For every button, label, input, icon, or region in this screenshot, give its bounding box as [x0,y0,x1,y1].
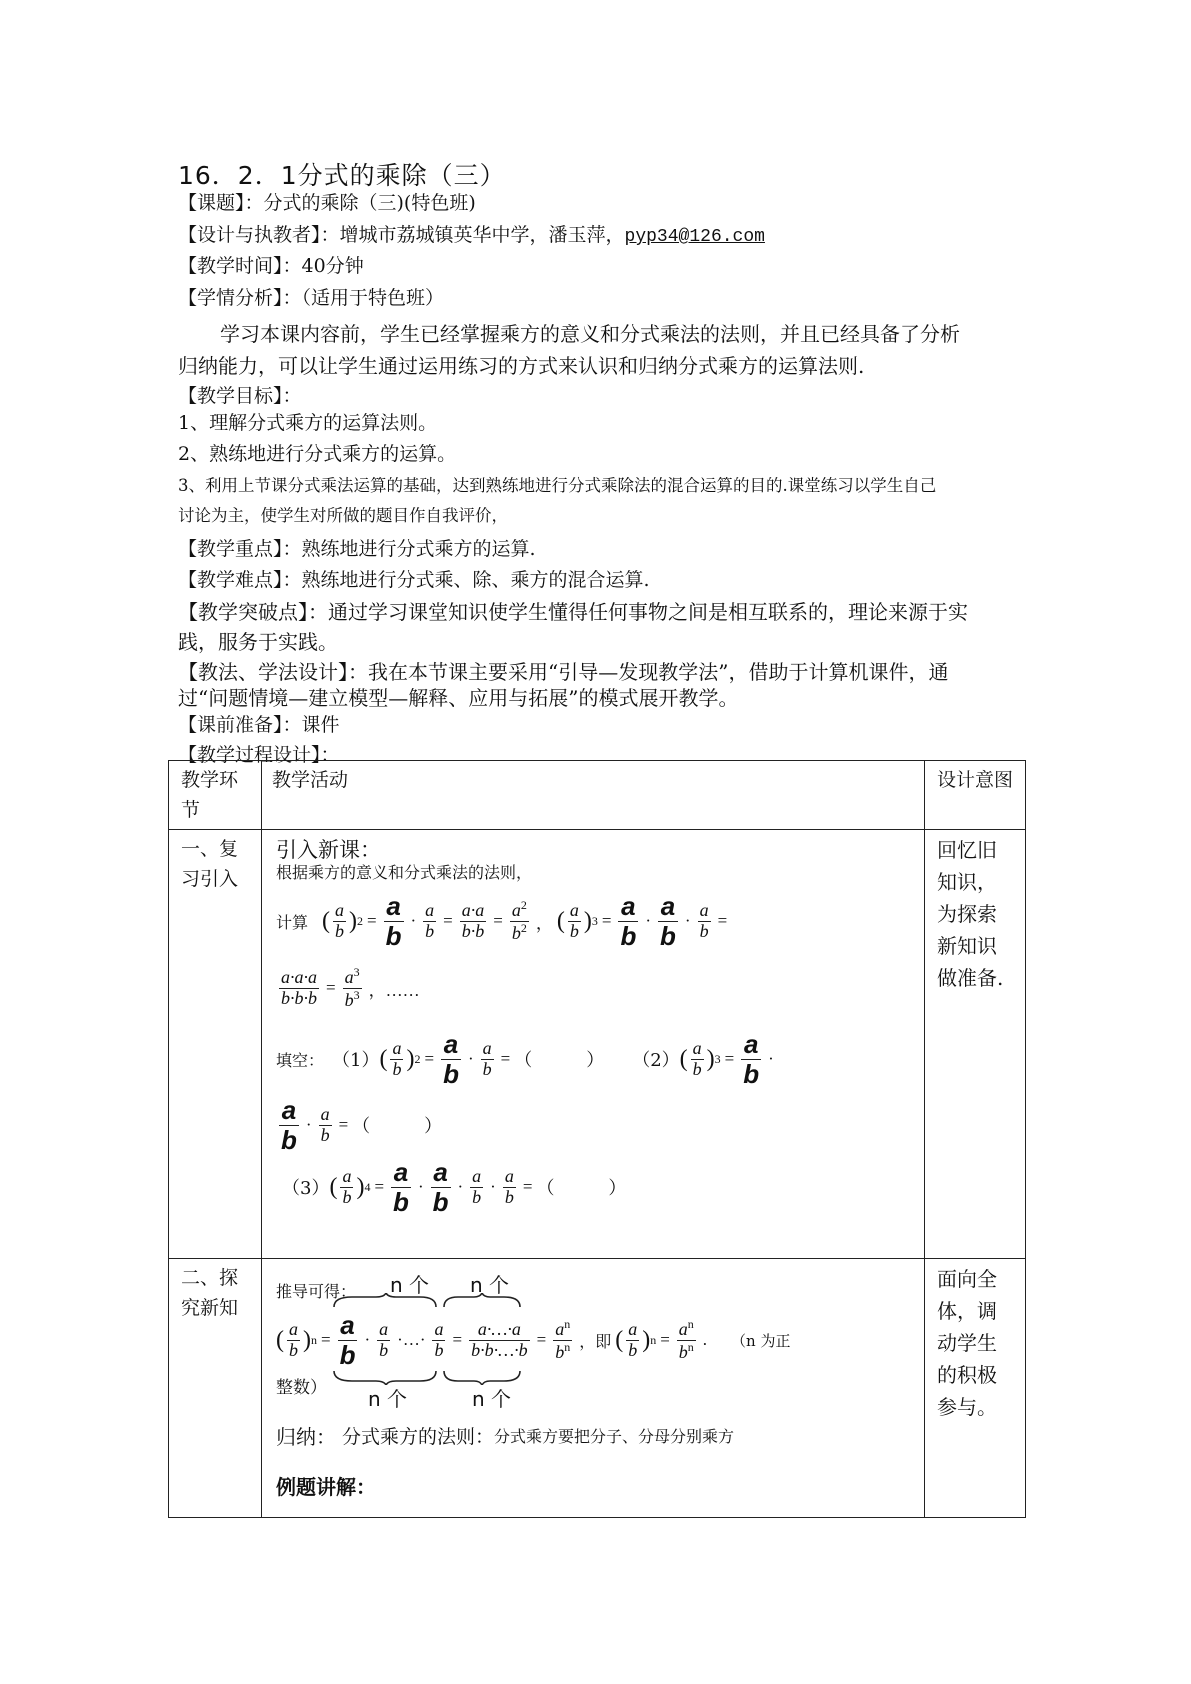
breakthrough-continued: 践，服务于实践。 [178,630,338,654]
header-stage: 教学环节 [169,761,262,830]
method-continued: 过“问题情境—建立模型—解释、应用与拓展”的模式展开教学。 [178,686,739,710]
goal-3a: 3、利用上节课分式乘法运算的基础，达到熟练地进行分式乘除法的混合运算的目的.课堂练习以学生自己 [178,476,937,495]
derive-label: 推导可得： [276,1282,357,1301]
analysis-label: 【学情分析】： [178,287,302,309]
n-items-label-bottom-1: n 个 [368,1387,408,1411]
intent-cell: 面向全体，调动学生的积极参与。 [925,1259,1026,1518]
n-items-label-top-1: n 个 [390,1273,430,1297]
time-value: 40分钟 [301,255,364,277]
header-intent: 设计意图 [925,761,1026,830]
brace-top-icon [332,1293,532,1309]
goal-3b: 讨论为主，使学生对所做的题目作自我评价， [178,506,508,525]
table-row [169,830,1026,1259]
difficulty-value: 熟练地进行分式乘、除、乘方的混合运算. [301,569,650,591]
analysis-paragraph-1: 学习本课内容前，学生已经掌握乘方的意义和分式乘法的法则，并且已经具备了分析 [220,322,960,346]
activity-cell [262,1259,925,1518]
calc-formula: 计算 ( $\frac{a}{b}$ ) 2 = $\frac{a}{b}$ · $\frac{a}{b}$ = $\frac{a\cdot a}{b\cdot b}$ = $\frac{a^2}{b^2}$ ， ( $\frac{a}{b}$ ) 3 = $\frac{a}{b}$ · $\frac{a}{b}$ · $\frac{a}{b}$ = [276,891,728,951]
stage-cell: 二、探究新知 [169,1259,262,1518]
topic-label: 【课题】： [178,192,264,214]
power-rule-derivation: ( $\frac{a}{b}$ ) n = $\frac{a}{b}$ · $\frac{a}{b}$ ·…· $\frac{a}{b}$ = $\frac{a\cdot\dots\cdot a}{b\cdot b\cdot\dots\cdot b}$ = $\frac{a^n}{b^n}$ ，即 ( $\frac{a}{b}$ ) n = $\frac{a^n}{b^n}$ . （n 为正 [276,1310,791,1370]
process-table [168,760,1026,1518]
lesson-title: 16．2．1分式的乘除（三） [178,161,506,190]
stage-cell: 一、复习引入 [169,830,262,1259]
example-heading: 例题讲解： [276,1475,376,1499]
header-activity: 教学活动 [262,761,925,830]
breakthrough-line [178,596,968,625]
method-value: 我在本节课主要采用“引导—发现教学法”，借助于计算机课件，通 [368,660,949,684]
fill-blank-3: （3） ( $\frac{a}{b}$ ) 4 = $\frac{a}{b}$ · $\frac{a}{b}$ · $\frac{a}{b}$ · $\frac{a}{b}$ = （ ） [282,1157,627,1217]
n-items-label-bottom-2: n 个 [472,1387,512,1411]
activity-cell [262,830,925,1259]
topic-value: 分式的乘除（三)(特色班) [263,192,476,214]
process-label: 【教学过程设计】： [178,744,340,766]
breakthrough-value: 通过学习课堂知识使学生懂得任何事物之间是相互联系的，理论来源于实 [328,600,968,624]
prep-line [178,710,340,737]
difficulty-label: 【教学难点】： [178,569,302,591]
goal-2: 2、熟练地进行分式乘方的运算。 [178,443,457,465]
time-line [178,251,364,278]
designer-value: 增城市荔城镇英华中学，潘玉萍， [339,224,625,246]
intro-heading: 引入新课： [276,838,381,862]
key-point-line [178,534,536,561]
goal-1: 1、理解分式乘方的运算法则。 [178,412,438,434]
prep-value: 课件 [301,714,340,736]
goals-label: 【教学目标】： [178,385,302,407]
analysis-paragraph-2: 归纳能力，可以让学生通过运用练习的方式来认识和归纳分式乘方的运算法则. [178,354,865,378]
fill-blank-2-continued: $\frac{a}{b}$ · $\frac{a}{b}$ = （ ） [281,1095,443,1155]
difficulty-line [178,565,650,592]
intent-cell: 回忆旧知识，为探索新知识做准备. [925,830,1026,1259]
intro-text: 根据乘方的意义和分式乘法的法则， [276,863,533,882]
fill-blank-1-2: 填空： （1） ( $\frac{a}{b}$ ) 2 = $\frac{a}{b}$ · $\frac{a}{b}$ = （ ） （2） ( $\frac{a}{b}$ ) 3 = $\frac{a}{b}$ · [276,1029,774,1089]
analysis-note: （适用于特色班） [301,287,445,309]
breakthrough-label: 【教学突破点】： [178,600,328,624]
method-label: 【教法、学法设计】： [178,660,368,684]
table-row [169,1259,1026,1518]
method-line [178,656,948,685]
designer-label: 【设计与执教者】： [178,224,340,246]
topic-line [178,188,476,215]
key-point-label: 【教学重点】： [178,538,302,560]
prep-label: 【课前准备】： [178,714,302,736]
key-point-value: 熟练地进行分式乘方的运算. [301,538,536,560]
analysis-line [178,283,444,310]
time-label: 【教学时间】： [178,255,302,277]
calc-formula-continued: $\frac{a\cdot a\cdot a}{b\cdot b\cdot b}$ = $\frac{a^3}{b^3}$ ，…… [281,965,420,1010]
email-link[interactable]: pyp34@126.com [624,227,765,247]
summary-line: 归纳： 分式乘方的法则： 分式乘方要把分子、分母分别乘方 [276,1425,735,1449]
n-items-label-top-2: n 个 [470,1273,510,1297]
designer-line [178,220,765,247]
table-header-row [169,761,1026,830]
note-continued: 整数） [276,1378,327,1398]
